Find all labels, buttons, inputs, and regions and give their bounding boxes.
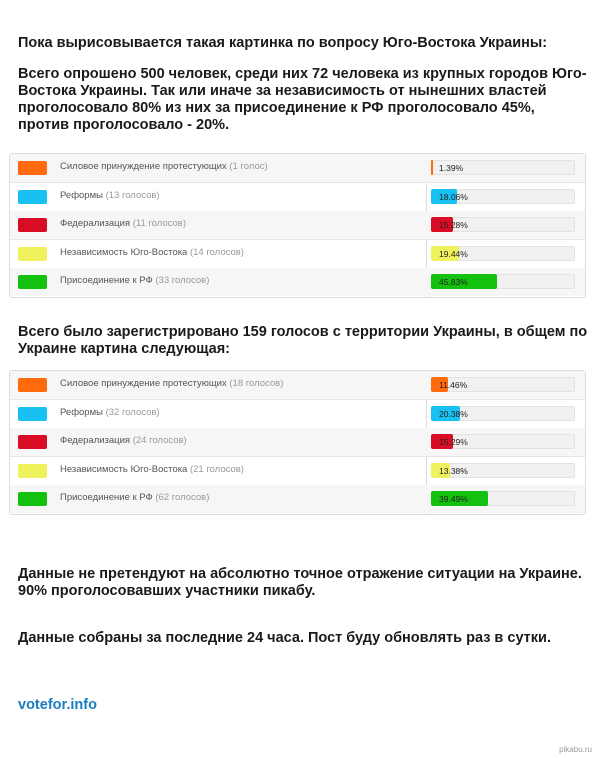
option-name: Независимость Юго-Востока bbox=[60, 463, 190, 475]
bar-track bbox=[431, 406, 575, 421]
bar-value-label: 39.49% bbox=[439, 494, 468, 505]
option-label bbox=[60, 161, 268, 172]
bar-fill bbox=[431, 160, 433, 175]
option-label bbox=[60, 464, 244, 475]
bar-track bbox=[431, 434, 575, 449]
poll-row bbox=[10, 371, 585, 400]
bar-value-label: 19.44% bbox=[439, 248, 468, 259]
option-label bbox=[60, 407, 160, 418]
option-label bbox=[60, 218, 186, 229]
vote-count: (11 голосов) bbox=[132, 218, 186, 230]
option-name: Силовое принуждение протестующих bbox=[60, 161, 230, 172]
bar-value-label: 1.39% bbox=[439, 163, 464, 173]
poll-row bbox=[10, 211, 585, 240]
vote-count: (21 голосов) bbox=[189, 463, 244, 475]
bar-track bbox=[431, 217, 575, 232]
poll-row bbox=[10, 240, 585, 269]
option-name: Федерализация bbox=[60, 218, 133, 230]
poll-chart-southeast bbox=[9, 153, 586, 298]
bar-track bbox=[431, 189, 575, 204]
poll-row bbox=[10, 154, 585, 183]
bar-track bbox=[431, 274, 575, 289]
vote-count: (24 голосов) bbox=[132, 435, 187, 447]
option-label bbox=[60, 275, 209, 286]
bar-track bbox=[431, 377, 575, 392]
poll-row bbox=[10, 268, 585, 296]
poll-chart-ukraine bbox=[9, 370, 586, 515]
option-name: Силовое принуждение протестующих bbox=[60, 378, 230, 389]
legend-swatch bbox=[18, 218, 47, 232]
bar-track bbox=[431, 463, 575, 478]
option-label bbox=[60, 492, 209, 503]
bar-value-label: 15.28% bbox=[439, 220, 468, 231]
vote-count: (1 голос) bbox=[229, 161, 268, 172]
option-label bbox=[60, 190, 160, 201]
option-name: Реформы bbox=[60, 406, 106, 418]
votefor-link[interactable]: votefor.info bbox=[18, 697, 97, 713]
disclaimer-text: Данные не претендуют на абсолютно точное отражение ситуации на Украине. 90% проголосовавших участники пикабу. bbox=[18, 566, 582, 599]
poll-row bbox=[10, 457, 585, 486]
bar-value-label: 45.83% bbox=[439, 277, 468, 288]
legend-swatch bbox=[18, 464, 47, 478]
vote-count: (32 голосов) bbox=[105, 406, 160, 418]
bar-value-label: 11.46% bbox=[439, 380, 468, 390]
option-name: Реформы bbox=[60, 189, 106, 201]
section2-text: Всего было зарегистрировано 159 голосов с территории Украины, в общем по Украине картина следующая: bbox=[18, 324, 588, 357]
legend-swatch bbox=[18, 435, 47, 449]
bar-value-label: 15.29% bbox=[439, 437, 468, 448]
update-note: Данные собраны за последние 24 часа. Пост буду обновлять раз в сутки. bbox=[18, 630, 551, 646]
bar-value-label: 20.38% bbox=[439, 408, 468, 419]
intro-title: Пока вырисовывается такая картинка по вопросу Юго-Востока Украины: bbox=[18, 35, 548, 51]
vote-count: (33 голосов) bbox=[155, 275, 210, 287]
vote-count: (13 голосов) bbox=[105, 189, 160, 201]
intro-summary: Всего опрошено 500 человек, среди них 72 человека из крупных городов Юго-Востока Украины. Так или иначе за независимость от нынешних властей проголосовало 80% из них за присоединение к РФ проголосовало 45%, против проголосовало - 20%. bbox=[18, 66, 587, 133]
legend-swatch bbox=[18, 492, 47, 506]
watermark: pikabu.ru bbox=[559, 745, 592, 754]
bar-track bbox=[431, 491, 575, 506]
legend-swatch bbox=[18, 161, 47, 175]
bar-value-label: 18.06% bbox=[439, 191, 468, 202]
poll-row bbox=[10, 400, 585, 429]
option-name: Присоединение к РФ bbox=[60, 492, 156, 504]
vote-count: (14 голосов) bbox=[189, 246, 244, 258]
option-name: Присоединение к РФ bbox=[60, 275, 156, 287]
option-label bbox=[60, 435, 187, 446]
poll-row bbox=[10, 183, 585, 212]
option-label bbox=[60, 247, 244, 258]
legend-swatch bbox=[18, 407, 47, 421]
legend-swatch bbox=[18, 190, 47, 204]
legend-swatch bbox=[18, 275, 47, 289]
vote-count: (62 голосов) bbox=[155, 492, 210, 504]
bar-track bbox=[431, 160, 575, 175]
vote-count: (18 голосов) bbox=[229, 378, 284, 389]
option-name: Федерализация bbox=[60, 435, 133, 447]
poll-row bbox=[10, 428, 585, 457]
legend-swatch bbox=[18, 247, 47, 261]
bar-value-label: 13.38% bbox=[439, 465, 468, 476]
poll-row bbox=[10, 485, 585, 513]
option-label bbox=[60, 378, 283, 389]
bar-track bbox=[431, 246, 575, 261]
option-name: Независимость Юго-Востока bbox=[60, 246, 190, 258]
legend-swatch bbox=[18, 378, 47, 392]
